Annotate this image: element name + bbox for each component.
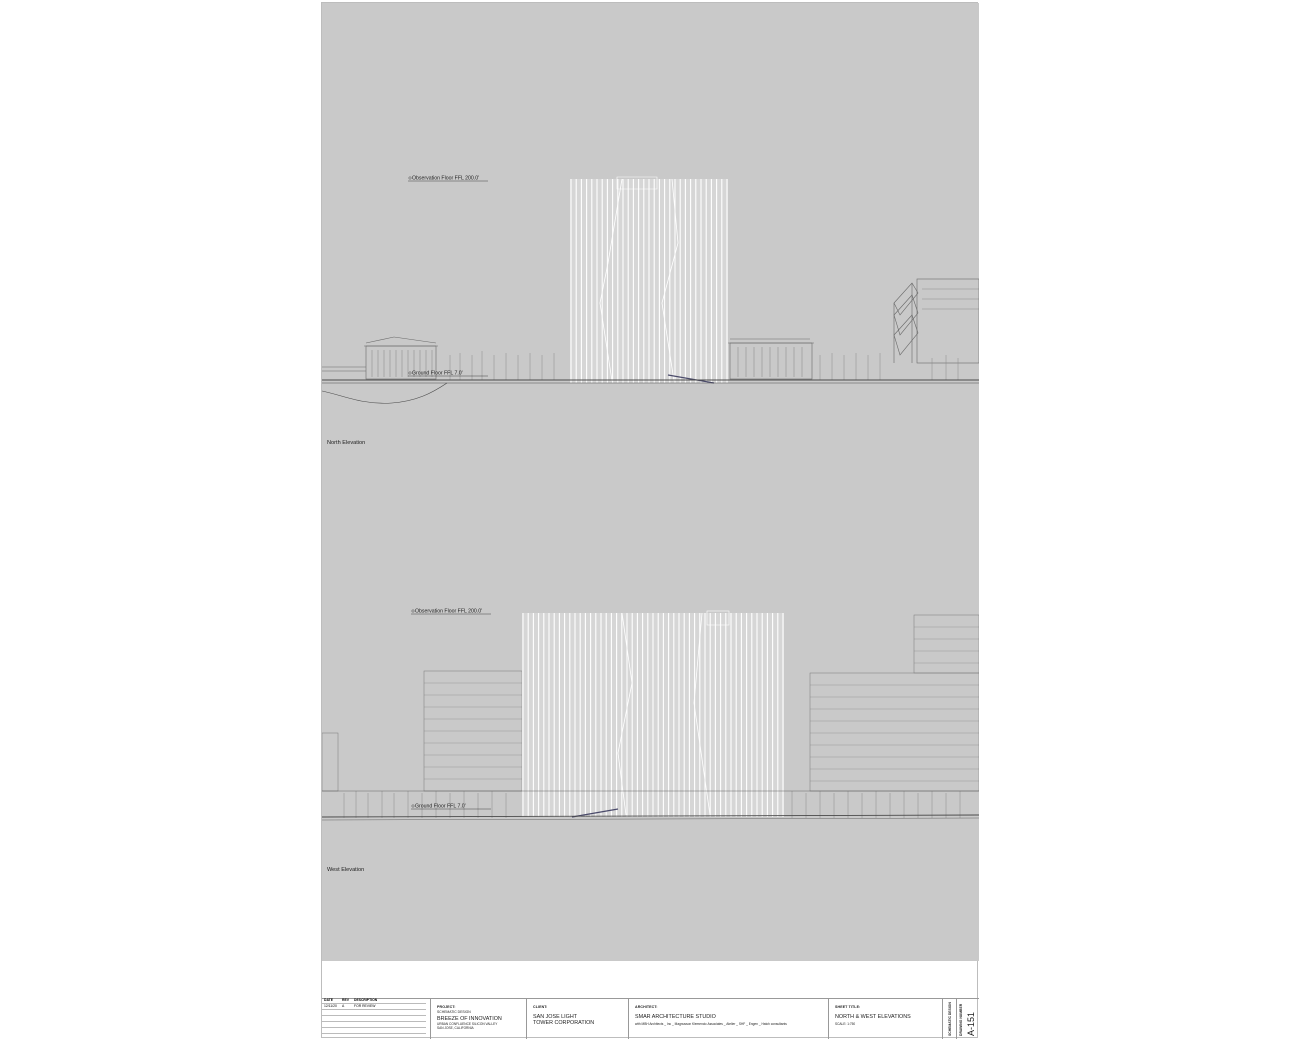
revision-table: [322, 998, 426, 1039]
client-cell: [526, 998, 628, 1039]
architect-team: with MBH Architects _ Inc _ Magnusson Klemencic Associates _ Atelier _ SHF _ Engen _ Hatch consultants: [635, 1022, 787, 1026]
project-location-1: URBAN CONFLUENCE SILICON VALLEY: [437, 1022, 498, 1026]
sheet-phase-cell: [942, 998, 956, 1039]
drawing-number: A-151: [966, 1011, 976, 1036]
west-elevation-title: West Elevation: [327, 867, 365, 873]
west-observation-label: Observation Floor FFL 200.0': [415, 608, 483, 615]
sheet-title-cell: [828, 998, 942, 1039]
sheet-title-label: SHEET TITLE:: [835, 1005, 861, 1009]
client-name-1: SAN JOSE LIGHT: [533, 1014, 578, 1020]
north-ground-label: Ground Floor FFL 7.0': [412, 370, 463, 377]
west-tower: [522, 611, 784, 817]
revision-date: 12/11/20: [324, 1004, 337, 1008]
sheet-scale: SCALE: 1:750: [835, 1022, 856, 1026]
revision-date-header: DATE: [324, 998, 333, 1002]
revision-description: FOR REVIEW: [354, 1004, 376, 1008]
client-label: CLIENT:: [533, 1005, 548, 1009]
north-elevation-title: North Elevation: [327, 440, 366, 446]
drawing-number-cell: [956, 998, 979, 1039]
revision-description-header: DESCRIPTION: [354, 998, 378, 1002]
revision-empty-row: [322, 1028, 426, 1034]
architect-cell: [628, 998, 828, 1039]
north-tower: [570, 177, 728, 383]
project-phase: SCHEMATIC DESIGN: [437, 1010, 471, 1014]
drawing-area: [322, 3, 979, 961]
project-cell: [430, 998, 526, 1039]
drawing-sheet: [321, 2, 978, 1038]
sheet-phase-label: SCHEMATIC DESIGN: [948, 1002, 952, 1036]
sheet-title: NORTH & WEST ELEVATIONS: [835, 1014, 911, 1020]
north-observation-label: Observation Floor FFL 200.0': [412, 175, 480, 182]
client-name-2: TOWER CORPORATION: [533, 1020, 595, 1026]
revision-rev: A: [342, 1004, 345, 1008]
title-block: [322, 998, 979, 1039]
revision-rev-header: REV: [342, 998, 349, 1002]
architect-name: SMAR ARCHITECTURE STUDIO: [635, 1014, 716, 1020]
architect-label: ARCHITECT:: [635, 1005, 658, 1009]
west-ground-label: Ground Floor FFL 7.0': [415, 803, 466, 810]
drawing-number-label: DRAWING NUMBER: [959, 1003, 963, 1036]
project-location-2: SAN JOSE, CALIFORNIA: [437, 1025, 474, 1030]
project-label: PROJECT:: [437, 1005, 456, 1009]
project-name: BREEZE OF INNOVATION: [437, 1016, 502, 1022]
